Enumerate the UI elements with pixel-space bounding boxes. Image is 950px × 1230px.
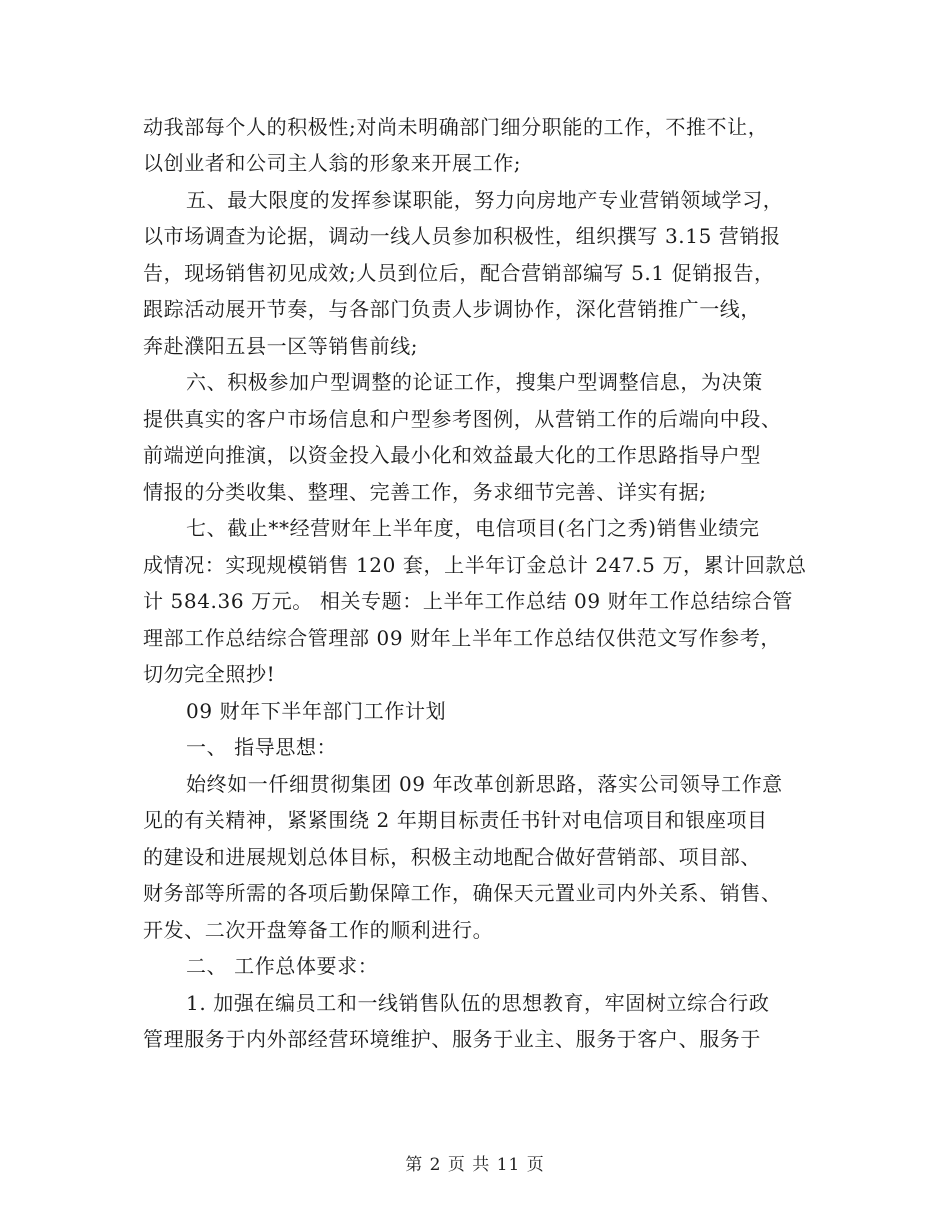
section-heading: 一、 指导思想：	[186, 735, 338, 759]
text-line: 1. 加强在编员工和一线销售队伍的思想教育，牢固树立综合行政	[186, 991, 770, 1015]
text-line: 以创业者和公司主人翁的形象来开展工作;	[143, 151, 522, 175]
section-heading: 二、 工作总体要求：	[186, 954, 379, 978]
text-line: 六、积极参加户型调整的论证工作，搜集户型调整信息，为决策	[186, 370, 763, 394]
text-line: 理部工作总结综合管理部 09 财年上半年工作总结仅供范文写作参考，	[143, 626, 781, 650]
text-line: 七、截止**经营财年上半年度，电信项目(名门之秀)销售业绩完	[186, 516, 760, 540]
text-line: 奔赴濮阳五县一区等销售前线;	[143, 334, 419, 358]
text-line: 财务部等所需的各项后勤保障工作，确保天元置业司内外关系、销售、	[143, 881, 782, 905]
text-line: 五、最大限度的发挥参谋职能，努力向房地产专业营销领域学习，	[186, 188, 784, 212]
text-line: 情报的分类收集、整理、完善工作，务求细节完善、详实有据;	[143, 480, 707, 504]
text-line: 开发、二次开盘筹备工作的顺利进行。	[143, 918, 494, 942]
section-heading: 09 财年下半年部门工作计划	[186, 699, 447, 723]
text-line: 动我部每个人的积极性;对尚未明确部门细分职能的工作，不推不让，	[143, 115, 769, 139]
text-line: 始终如一仟细贯彻集团 09 年改革创新思路，落实公司领导工作意	[186, 772, 783, 796]
text-line: 提供真实的客户市场信息和户型参考图例，从营销工作的后端向中段、	[143, 407, 782, 431]
text-line: 成情况：实现规模销售 120 套，上半年订金总计 247.5 万，累计回款总	[143, 553, 807, 577]
text-line: 前端逆向推演，以资金投入最小化和效益最大化的工作思路指导户型	[143, 443, 761, 467]
text-line: 见的有关精神，紧紧围绕 2 年期目标责任书针对电信项目和银座项目	[143, 808, 768, 832]
text-line: 计 584.36 万元。 相关专题：上半年工作总结 09 财年工作总结综合管	[143, 589, 794, 613]
text-line: 管理服务于内外部经营环境维护、服务于业主、服务于客户、服务于	[143, 1027, 761, 1051]
text-line: 的建设和进展规划总体目标，积极主动地配合做好营销部、项目部、	[143, 845, 761, 869]
text-line: 告，现场销售初见成效;人员到位后，配合营销部编写 5.1 促销报告，	[143, 261, 775, 285]
text-line: 切勿完全照抄!	[143, 662, 276, 686]
text-line: 跟踪活动展开节奏，与各部门负责人步调协作，深化营销推广一线，	[143, 297, 761, 321]
text-line: 以市场调查为论据，调动一线人员参加积极性，组织撰写 3.15 营销报	[143, 224, 781, 248]
page-footer: 第 2 页 共 11 页	[405, 1155, 545, 1175]
